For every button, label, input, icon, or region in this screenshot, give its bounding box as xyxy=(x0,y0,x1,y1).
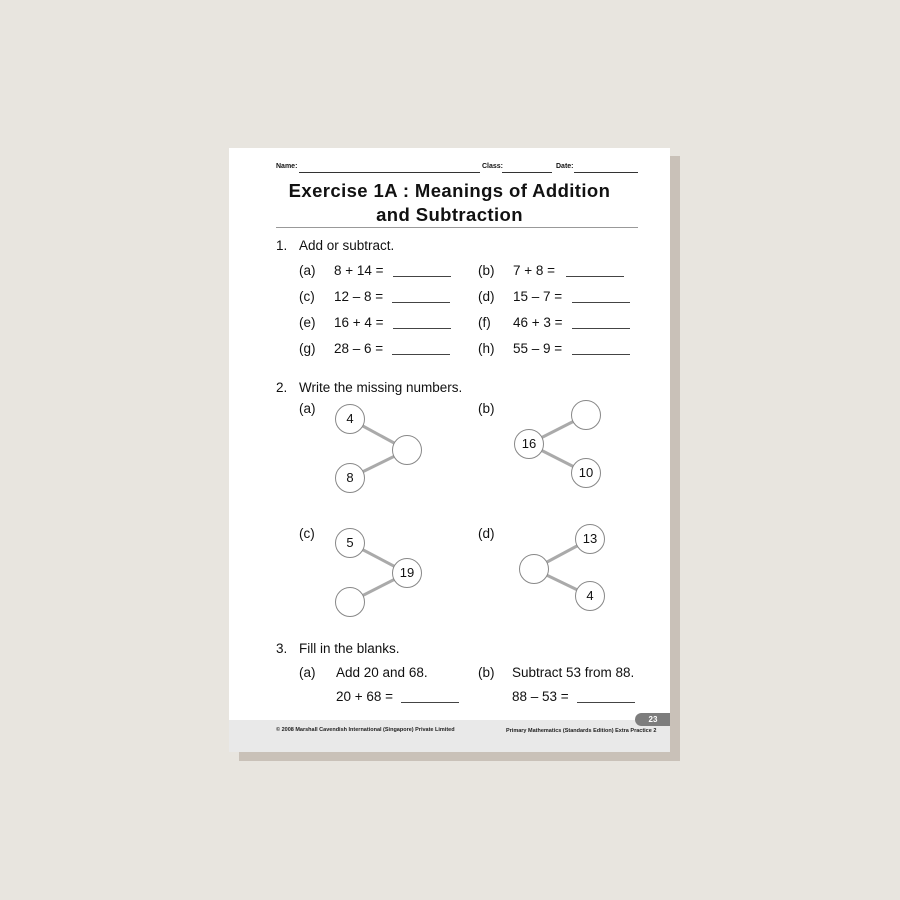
q1-label: (a) xyxy=(299,263,316,278)
bond-part-circle: 4 xyxy=(335,404,365,434)
bond-part-circle: 4 xyxy=(575,581,605,611)
bond-part-circle: 8 xyxy=(335,463,365,493)
q1-expression: 55 – 9 = xyxy=(513,341,563,356)
page-footer xyxy=(229,720,670,752)
bond-whole-circle-blank[interactable] xyxy=(519,554,549,584)
q1-instruction: Add or subtract. xyxy=(299,238,395,253)
q3-instruction: Fill in the blanks. xyxy=(299,641,400,656)
page-title: Exercise 1A : Meanings of Addition xyxy=(288,180,611,201)
q3-label: (b) xyxy=(478,665,495,680)
q1-label: (e) xyxy=(299,315,316,330)
q3-label: (a) xyxy=(299,665,316,680)
answer-blank[interactable] xyxy=(577,702,635,703)
page-number-badge: 23 xyxy=(635,713,670,726)
q2-instruction: Write the missing numbers. xyxy=(299,380,463,395)
q3-expression: 20 + 68 = xyxy=(336,689,394,704)
q1-label: (b) xyxy=(478,263,495,278)
q1-label: (d) xyxy=(478,289,495,304)
bond-part-circle-blank[interactable] xyxy=(335,587,365,617)
q2-number: 2. xyxy=(276,380,288,395)
q1-expression: 8 + 14 = xyxy=(334,263,384,278)
q1-number: 1. xyxy=(276,238,288,253)
bond-whole-circle-blank[interactable] xyxy=(392,435,422,465)
q2-label: (a) xyxy=(299,401,316,416)
answer-blank[interactable] xyxy=(401,702,459,703)
q1-expression: 15 – 7 = xyxy=(513,289,563,304)
bond-part-circle: 10 xyxy=(571,458,601,488)
class-label: Class: xyxy=(482,163,504,170)
q1-expression: 16 + 4 = xyxy=(334,315,384,330)
q1-label: (h) xyxy=(478,341,495,356)
q1-expression: 12 – 8 = xyxy=(334,289,384,304)
bond-part-circle: 5 xyxy=(335,528,365,558)
q1-expression: 7 + 8 = xyxy=(513,263,556,278)
bond-part-circle-blank[interactable] xyxy=(571,400,601,430)
q1-label: (g) xyxy=(299,341,316,356)
q3-prompt: Subtract 53 from 88. xyxy=(512,665,635,680)
q2-label: (c) xyxy=(299,526,315,541)
q1-label: (c) xyxy=(299,289,315,304)
q1-label: (f) xyxy=(478,315,491,330)
q2-label: (b) xyxy=(478,401,495,416)
q3-expression: 88 – 53 = xyxy=(512,689,569,704)
q2-label: (d) xyxy=(478,526,495,541)
date-label: Date: xyxy=(556,163,574,170)
q3-number: 3. xyxy=(276,641,288,656)
book-title-text: Primary Mathematics (Standards Edition) Extra Practice 2 xyxy=(506,728,657,734)
bond-whole-circle: 16 xyxy=(514,429,544,459)
bond-part-circle: 13 xyxy=(575,524,605,554)
name-label: Name: xyxy=(276,163,298,170)
q1-expression: 46 + 3 = xyxy=(513,315,563,330)
page-title-line2: and Subtraction xyxy=(376,204,523,225)
bond-whole-circle: 19 xyxy=(392,558,422,588)
worksheet-page xyxy=(229,148,670,752)
number-bond-lines xyxy=(229,148,670,752)
q1-expression: 28 – 6 = xyxy=(334,341,384,356)
q3-prompt: Add 20 and 68. xyxy=(336,665,428,680)
copyright-text: © 2008 Marshall Cavendish International (Singapore) Private Limited xyxy=(276,727,455,733)
